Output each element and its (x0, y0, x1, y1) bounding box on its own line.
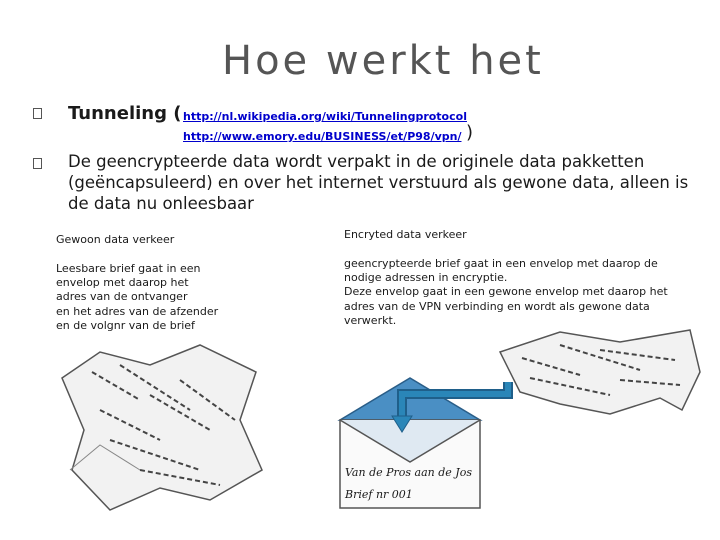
envelope-address-line: Van de Pros aan de Jos (345, 466, 472, 479)
text-line: Leesbare brief gaat in een (56, 262, 201, 275)
text-line: en de volgnr van de brief (56, 318, 195, 332)
text-line: adres van de VPN verbinding en wordt als gewone data (344, 299, 650, 313)
left-column-heading: Gewoon data verkeer (56, 233, 175, 246)
text-line: adres van de ontvanger (56, 290, 188, 304)
emory-link[interactable]: http://www.emory.edu/BUSINESS/et/P98/vpn/ (183, 130, 462, 143)
text-line: verwerkt. (344, 313, 397, 327)
encapsulation-paragraph: De geencrypteerde data wordt verpakt in de originele data pakketten (geëncapsuleerd) en over het internet verstuurd als gewone data, alleen is de data nu onleesbaar (68, 152, 689, 213)
envelope-letter-number: Brief nr 001 (345, 488, 413, 501)
crumpled-letter-left-icon (62, 345, 262, 510)
text-line: Deze envelop gaat in een gewone envelop met daarop het (344, 285, 668, 299)
slide-title: Hoe werkt het (222, 38, 544, 84)
text-line: nodige adressen in encryptie. (344, 271, 508, 285)
text-line: en het adres van de afzender (56, 304, 219, 318)
tunneling-label: Tunneling ( (68, 103, 182, 124)
right-column-heading: Encryted data verkeer (344, 228, 467, 241)
text-line: geencrypteerde brief gaat in een envelop met daarop de (344, 257, 658, 270)
crumpled-letter-right-icon (500, 330, 700, 414)
text-line: envelop met daarop het (56, 276, 189, 290)
tunneling-close-paren: ) (466, 122, 474, 143)
wikipedia-link[interactable]: http://nl.wikipedia.org/wiki/Tunnelingprotocol (183, 110, 467, 123)
